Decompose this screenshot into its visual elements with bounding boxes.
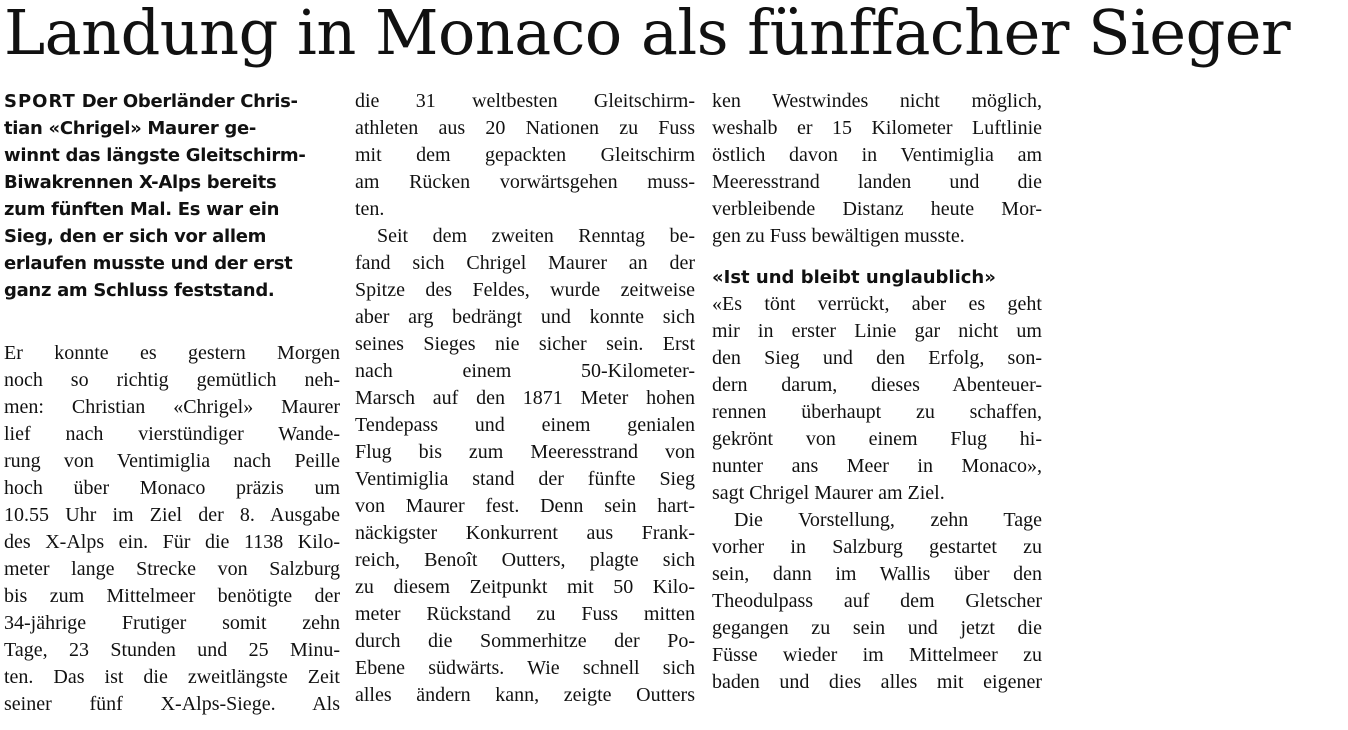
lead-line: erlaufen musste und der erst xyxy=(4,253,293,274)
lead-line: Biwakrennen X-Alps bereits xyxy=(4,172,277,193)
lead-paragraph xyxy=(4,88,340,304)
body-line: nach einem 50-Kilometer- xyxy=(355,360,695,382)
lead-line: zum fünften Mal. Es war ein xyxy=(4,199,280,220)
body-column-1 xyxy=(4,340,340,718)
body-line: die 31 weltbesten Gleitschirm- xyxy=(355,90,695,112)
body-line: athleten aus 20 Nationen zu Fuss xyxy=(355,117,695,139)
body-line: men: Christian «Chrigel» Maurer xyxy=(4,396,340,418)
body-column-3 xyxy=(712,88,1042,696)
body-line: fand sich Chrigel Maurer an der xyxy=(355,252,695,274)
body-line: seiner fünf X-Alps-Siege. Als xyxy=(4,693,340,715)
body-line: Füsse wieder im Mittelmeer zu xyxy=(712,644,1042,666)
section-kicker: SPORT xyxy=(4,91,76,112)
body-line: bis zum Mittelmeer benötigte der xyxy=(4,585,340,607)
body-line: meter Rückstand zu Fuss mitten xyxy=(355,603,695,625)
body-line: meter lange Strecke von Salzburg xyxy=(4,558,340,580)
body-column-2 xyxy=(355,88,695,709)
body-line: lief nach vierstündiger Wande- xyxy=(4,423,340,445)
body-line: am Rücken vorwärtsgehen muss- xyxy=(355,171,695,193)
body-line: östlich davon in Ventimiglia am xyxy=(712,144,1042,166)
body-line: Ventimiglia stand der fünfte Sieg xyxy=(355,468,695,490)
headline: Landung in Monaco als fünffacher Sieger xyxy=(4,0,1291,69)
body-line: den Sieg und den Erfolg, son- xyxy=(712,347,1042,369)
body-line: baden und dies alles mit eigener xyxy=(712,671,1042,693)
lead-line: Sieg, den er sich vor allem xyxy=(4,226,267,247)
body-line: hoch über Monaco präzis um xyxy=(4,477,340,499)
body-line: des X-Alps ein. Für die 1138 Kilo- xyxy=(4,531,340,553)
body-line: sagt Chrigel Maurer am Ziel. xyxy=(712,482,945,504)
body-line: Die Vorstellung, zehn Tage xyxy=(734,509,1042,531)
body-line: mir in erster Linie gar nicht um xyxy=(712,320,1042,342)
body-line: ten. Das ist die zweitlängste Zeit xyxy=(4,666,340,688)
body-line: ten. xyxy=(355,198,385,220)
body-line: durch die Sommerhitze der Po- xyxy=(355,630,695,652)
body-line: seines Sieges nie sicher sein. Erst xyxy=(355,333,695,355)
body-line: mit dem gepackten Gleitschirm xyxy=(355,144,695,166)
lead-line: ganz am Schluss feststand. xyxy=(4,280,275,301)
body-line: Spitze des Feldes, wurde zeitweise xyxy=(355,279,695,301)
body-line: Seit dem zweiten Renntag be- xyxy=(377,225,695,247)
body-line: Tage, 23 Stunden und 25 Minu- xyxy=(4,639,340,661)
body-line: Meeresstrand landen und die xyxy=(712,171,1042,193)
body-line: gegangen zu sein und jetzt die xyxy=(712,617,1042,639)
body-line: weshalb er 15 Kilometer Luftlinie xyxy=(712,117,1042,139)
body-line: noch so richtig gemütlich neh- xyxy=(4,369,340,391)
body-line: rennen überhaupt zu schaffen, xyxy=(712,401,1042,423)
body-line: alles ändern kann, zeigte Outters xyxy=(355,684,695,706)
body-line: zu diesem Zeitpunkt mit 50 Kilo- xyxy=(355,576,695,598)
body-line: vorher in Salzburg gestartet zu xyxy=(712,536,1042,558)
body-line: «Es tönt verrückt, aber es geht xyxy=(712,293,1042,315)
lead-line: winnt das längste Gleitschirm- xyxy=(4,145,306,166)
body-line: sein, dann im Wallis über den xyxy=(712,563,1042,585)
body-line: von Maurer fest. Denn sein hart- xyxy=(355,495,695,517)
lead-line: SPORT Der Oberländer Chris- xyxy=(4,91,298,112)
body-line: nunter ans Meer in Monaco», xyxy=(712,455,1042,477)
body-line: gen zu Fuss bewältigen musste. xyxy=(712,225,965,247)
subheading: «Ist und bleibt unglaublich» xyxy=(712,267,996,288)
body-line: Marsch auf den 1871 Meter hohen xyxy=(355,387,695,409)
body-line: Theodulpass auf dem Gletscher xyxy=(712,590,1042,612)
body-line: Flug bis zum Meeresstrand von xyxy=(355,441,695,463)
lead-line: tian «Chrigel» Maurer ge- xyxy=(4,118,257,139)
body-line: ken Westwindes nicht möglich, xyxy=(712,90,1042,112)
body-line: 34-jährige Frutiger somit zehn xyxy=(4,612,340,634)
body-line: Ebene südwärts. Wie schnell sich xyxy=(355,657,695,679)
body-line: dern darum, dieses Abenteuer- xyxy=(712,374,1042,396)
body-line: Er konnte es gestern Morgen xyxy=(4,342,340,364)
body-line: verbleibende Distanz heute Mor- xyxy=(712,198,1042,220)
body-line: gekrönt von einem Flug hi- xyxy=(712,428,1042,450)
body-line: 10.55 Uhr im Ziel der 8. Ausgabe xyxy=(4,504,340,526)
body-line: rung von Ventimiglia nach Peille xyxy=(4,450,340,472)
body-line: Tendepass und einem genialen xyxy=(355,414,695,436)
body-line: näckigster Konkurrent aus Frank- xyxy=(355,522,695,544)
body-line: reich, Benoît Outters, plagte sich xyxy=(355,549,695,571)
body-line: aber arg bedrängt und konnte sich xyxy=(355,306,695,328)
